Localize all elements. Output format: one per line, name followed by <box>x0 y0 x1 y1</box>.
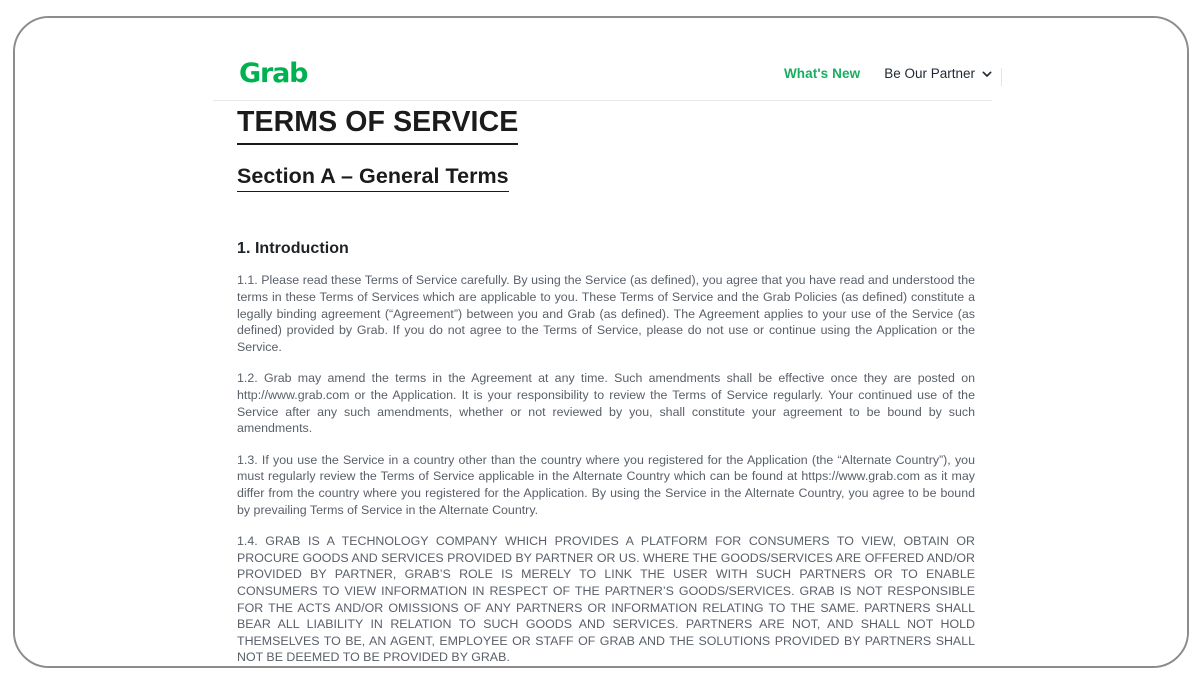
paragraph-1-4: 1.4. GRAB IS A TECHNOLOGY COMPANY WHICH PROVIDES A PLATFORM FOR CONSUMERS TO VIEW, OBTAIN OR PROCURE GOODS AND SERVICES PROVIDED BY PARTNER OR US. WHERE THE GOODS/SERVICES ARE OFFERED AND/OR PROVIDED BY PARTNER, GRAB’S ROLE IS MERELY TO LINK THE USER WITH SUCH PARTNERS OR TO ENABLE CONSUMERS TO VIEW INFORMATION IN RESPECT OF THE PARTNER’S GOODS/SERVICES. GRAB IS NOT RESPONSIBLE FOR THE ACTS AND/OR OMISSIONS OF ANY PARTNERS OR INFORMATION RELATING TO THE SAME. PARTNERS SHALL BEAR ALL LIABILITY IN RELATION TO SUCH GOODS AND SERVICES. PARTNERS ARE NOT, AND SHALL NOT HOLD THEMSELVES TO BE, AN AGENT, EMPLOYEE OR STAFF OF GRAB AND THE SOLUTIONS PROVIDED BY PARTNERS SHALL NOT BE DEEMED TO BE PROVIDED BY GRAB. <box>237 534 975 665</box>
browser-window-frame <box>13 16 1189 668</box>
paragraph-1-2: 1.2. Grab may amend the terms in the Agreement at any time. Such amendments shall be effective once they are posted on http://www.grab.com or the Application. It is your responsibility to review the Terms of Service regularly. Your continued use of the Service after any such amendments, whether or not reviewed by you, shall constitute your agreement to be bound by such amendments. <box>237 371 975 436</box>
section-heading-introduction: 1. Introduction <box>237 240 349 258</box>
page-subtitle-row <box>237 164 975 193</box>
page-title-row <box>237 106 975 145</box>
nav-dropdown-label: Be Our Partner <box>884 66 975 81</box>
grab-logo[interactable] <box>239 60 307 87</box>
nav-vertical-divider <box>1001 68 1002 86</box>
grab-logo-text: Grab <box>239 58 308 89</box>
site-header <box>213 40 992 101</box>
page-subtitle: Section A – General Terms <box>237 164 509 193</box>
nav-dropdown-be-our-partner[interactable] <box>884 66 992 81</box>
chevron-down-icon <box>982 69 992 79</box>
paragraph-1-3: 1.3. If you use the Service in a country other than the country where you registered for the Application (the “Alternate Country”), you must regularly review the Terms of Service applicable in the Alternate Country which can be found at https://www.grab.com as it may differ from the country where you registered for the Application. By using the Service in the Alternate Country, you agree to be bound by prevailing Terms of Service in the Alternate Country. <box>237 452 975 517</box>
nav-link-whats-new[interactable]: What's New <box>783 66 861 81</box>
paragraph-1-1: 1.1. Please read these Terms of Service carefully. By using the Service (as defined), you agree that you have read and understood the terms in these Terms of Services which are applicable to you. These Terms of Service and the Grab Policies (as defined) constitute a legally binding agreement (“Agreement”) between you and Grab (as defined). The Agreement applies to your use of the Service (as defined) provided by Grab. If you do not agree to the Terms of Service, please do not use or continue using the Application or the Service. <box>237 273 975 354</box>
document-content <box>237 106 975 666</box>
page-title: TERMS OF SERVICE <box>237 106 518 145</box>
main-navigation <box>784 66 992 81</box>
web-page <box>15 18 1187 666</box>
